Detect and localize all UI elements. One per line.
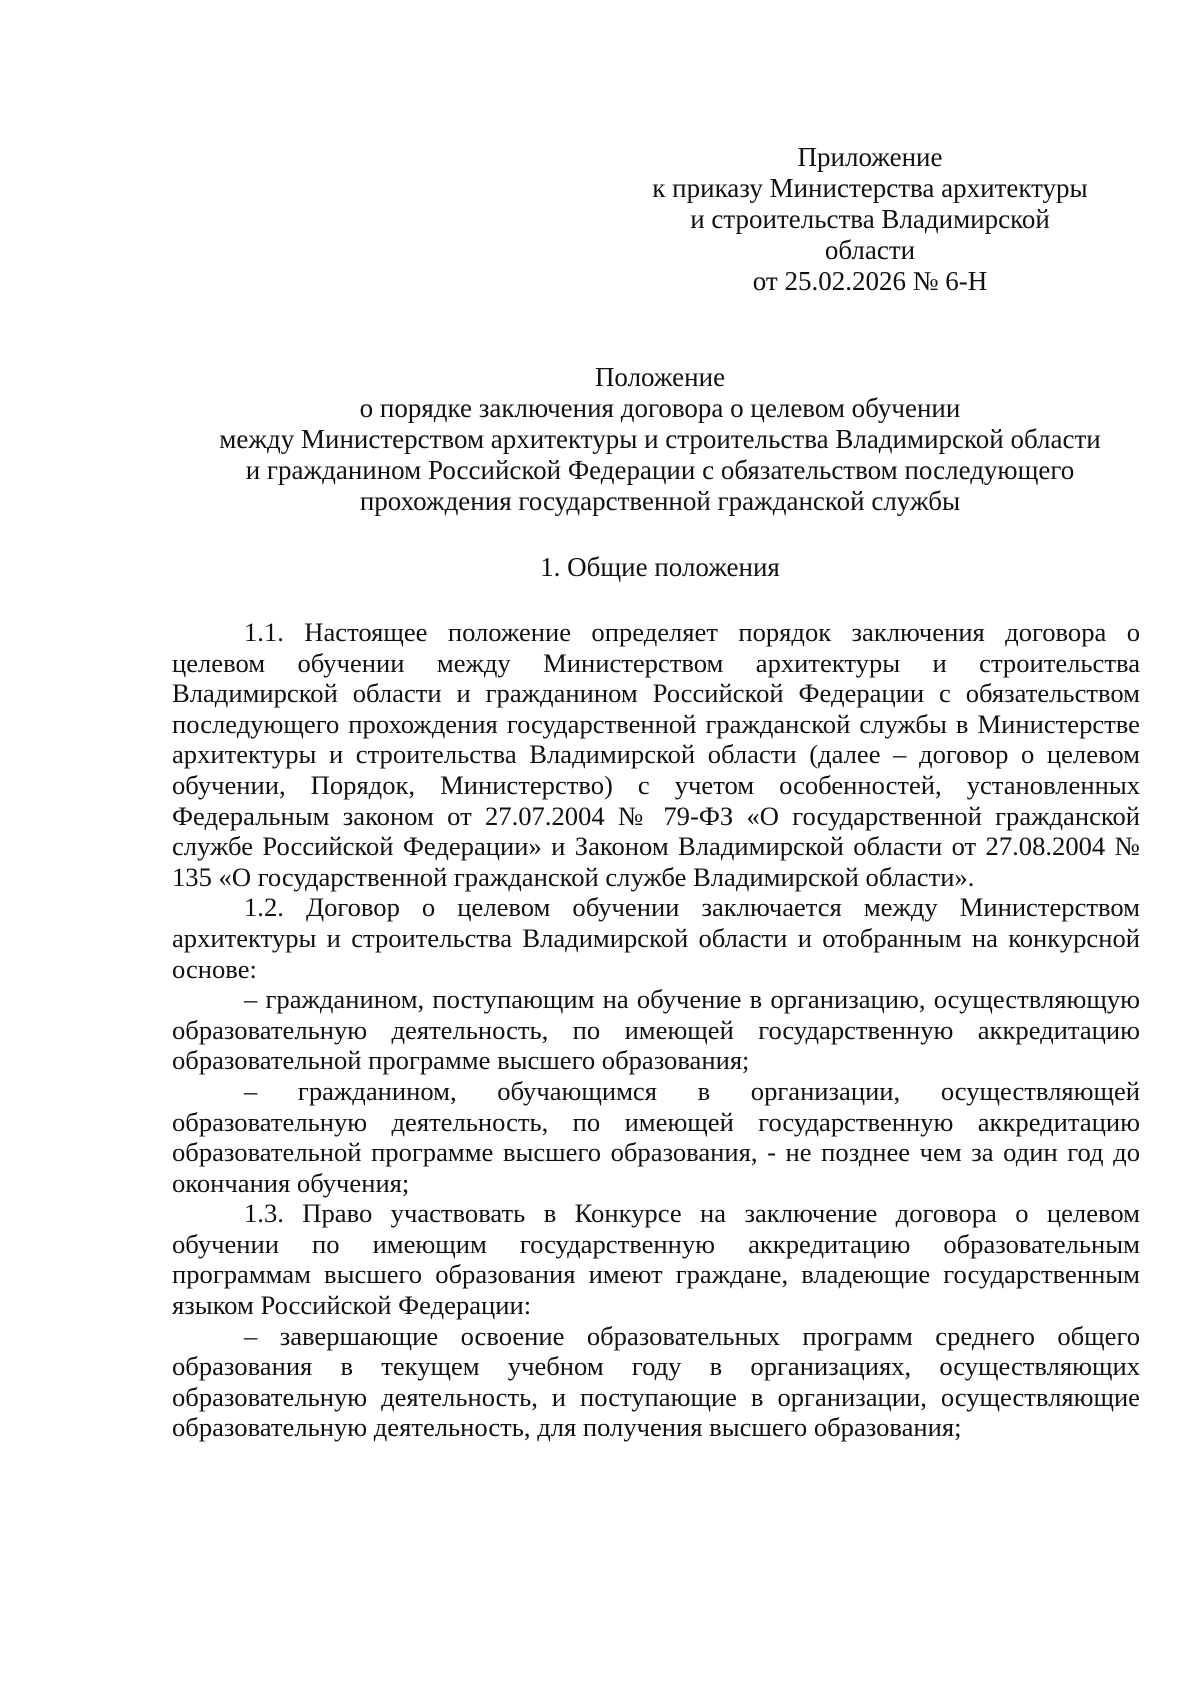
- appendix-line: Приложение: [797, 142, 943, 172]
- paragraph-1-2: 1.2. Договор о целевом обучении заключается между Министерством архитектуры и строительства Владимирской области и отобранным на конкурсной основе:: [172, 892, 1140, 984]
- title-line: Положение: [594, 362, 726, 392]
- appendix-line: и строительства Владимирской: [690, 204, 1050, 234]
- paragraph-1-3: 1.3. Право участвовать в Конкурсе на заключение договора о целевом обучении по имеющим государственную аккредитацию образовательным программам высшего образования имеют граждане, владеющие государственным языком Российской Федерации:: [172, 1198, 1140, 1321]
- document-body: [172, 617, 1140, 1443]
- document-title: [130, 362, 1190, 517]
- appendix-line: к приказу Министерства архитектуры: [652, 173, 1088, 203]
- section-heading: 1. Общие положения: [540, 552, 780, 582]
- appendix-block: [640, 142, 1100, 297]
- title-line: между Министерством архитектуры и строительства Владимирской области: [219, 424, 1101, 454]
- appendix-line: от 25.02.2026 № 6-Н: [752, 266, 988, 296]
- title-line: и гражданином Российской Федерации с обязательством последующего: [245, 455, 1075, 485]
- list-item: – гражданином, обучающимся в организации, осуществляющей образовательную деятельность, по имеющей государственную аккредитацию образовательной программе высшего образования, - не позднее чем за один год до окончания обучения;: [172, 1075, 1140, 1198]
- list-item: – завершающие освоение образовательных программ среднего общего образования в текущем учебном году в организациях, осуществляющих образовательную деятельность, и поступающие в организации, осуществляющие образовательную деятельность, для получения высшего образования;: [172, 1320, 1140, 1443]
- appendix-line: области: [824, 235, 916, 265]
- paragraph-1-1: 1.1. Настоящее положение определяет порядок заключения договора о целевом обучении между Министерством архитектуры и строительства Владимирской области и гражданином Российской Федерации с обязательством последующего прохождения государственной гражданской службы в Министерстве архитектуры и строительства Владимирской области (далее – договор о целевом обучении, Порядок, Министерство) с учетом особенностей, установленных Федеральным законом от 27.07.2004 № 79-ФЗ «О государственной гражданской службе Российской Федерации» и Законом Владимирской области от 27.08.2004 № 135 «О государственной гражданской службе Владимирской области».: [172, 617, 1140, 892]
- list-item: – гражданином, поступающим на обучение в организацию, осуществляющую образовательную деятельность, по имеющей государственную аккредитацию образовательной программе высшего образования;: [172, 984, 1140, 1076]
- title-line: о порядке заключения договора о целевом обучении: [359, 393, 961, 423]
- title-line: прохождения государственной гражданской службы: [359, 486, 961, 516]
